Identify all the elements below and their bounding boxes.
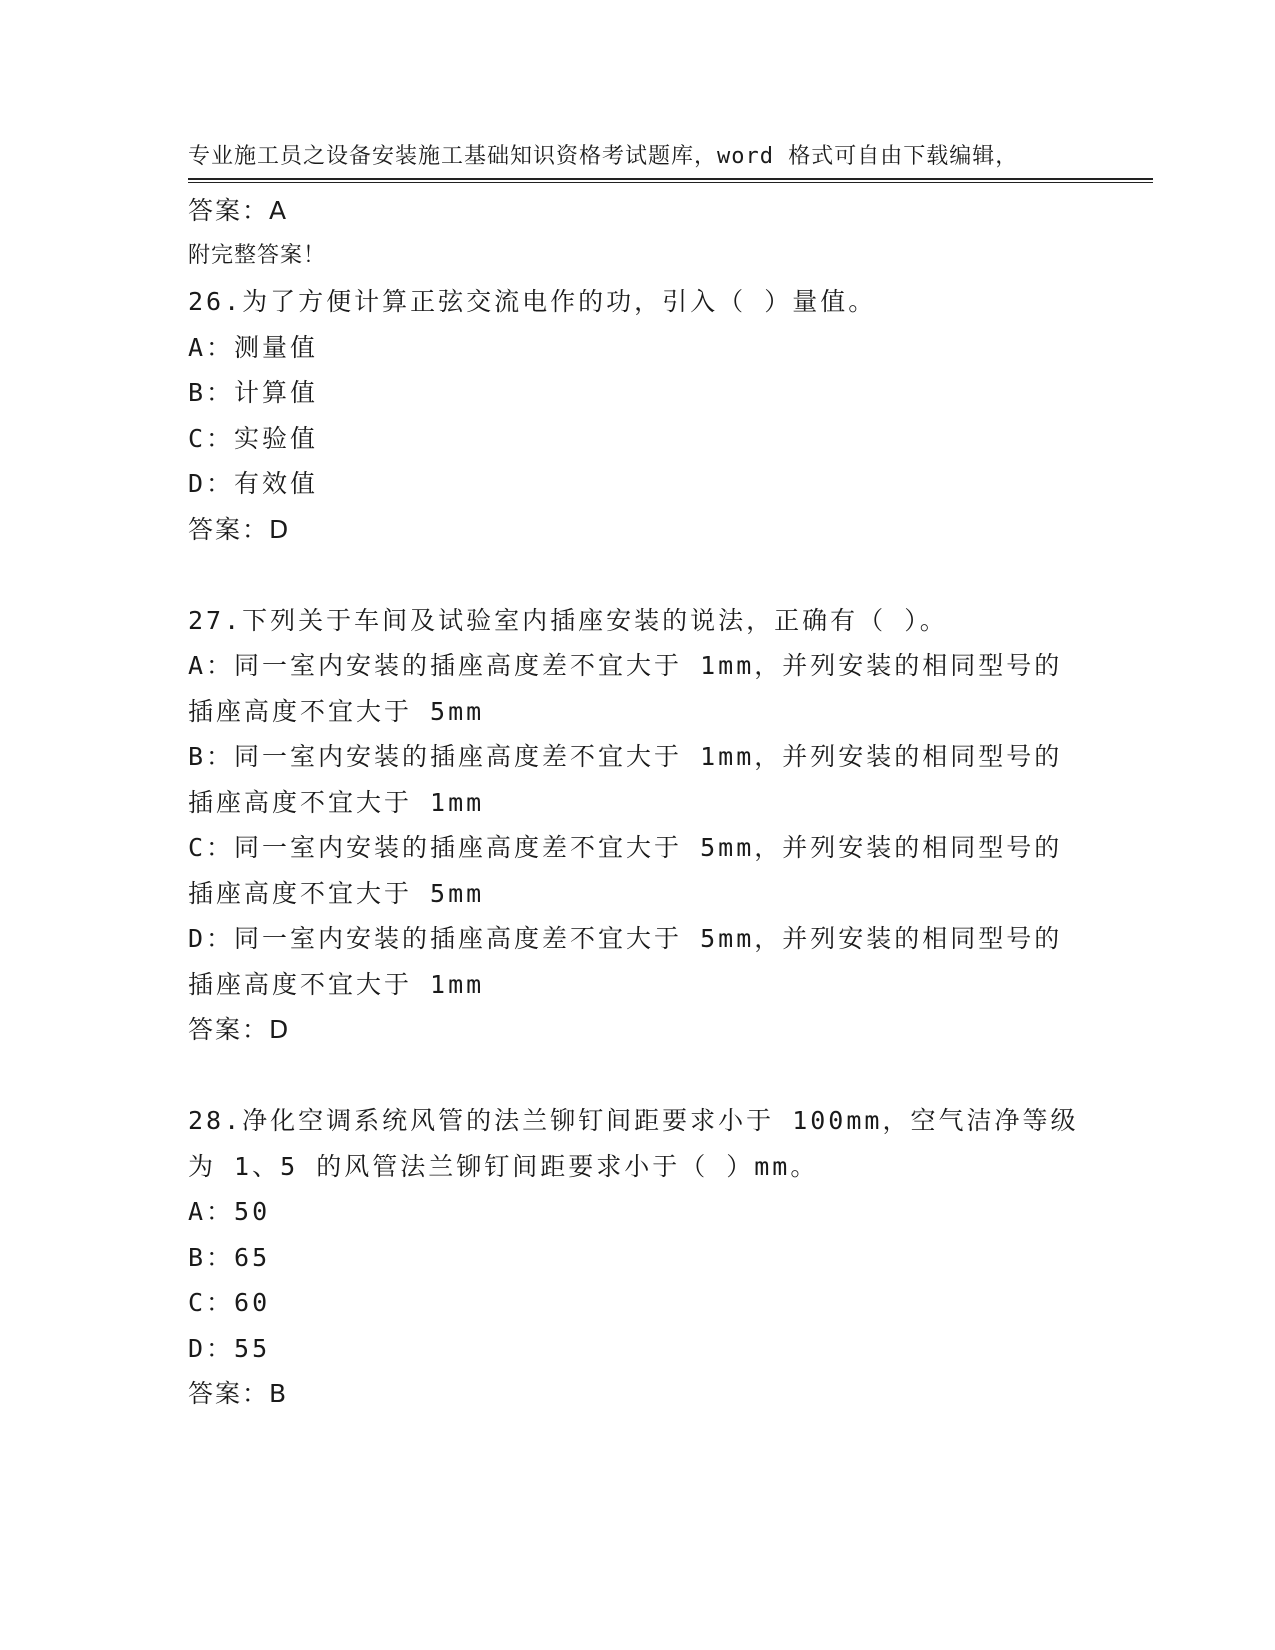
answer-line: 答案：B xyxy=(188,1379,289,1408)
question-list xyxy=(188,188,1088,1417)
header-divider xyxy=(188,178,1153,183)
option-a-continued: 插座高度不宜大于 5mm xyxy=(188,696,485,726)
answer-line: 答案：D xyxy=(188,1015,291,1044)
question-stem-continued: 为 1、5 的风管法兰铆钉间距要求小于（ ）mm。 xyxy=(188,1151,819,1181)
option-d: D：55 xyxy=(188,1333,271,1363)
question-block xyxy=(188,1098,1088,1417)
option-c: C：同一室内安装的插座高度差不宜大于 5mm，并列安装的相同型号的 xyxy=(188,833,1063,862)
option-a: A：50 xyxy=(188,1197,271,1226)
option-b: B：同一室内安装的插座高度差不宜大于 1mm，并列安装的相同型号的 xyxy=(188,742,1063,771)
question-stem: 26.为了方便计算正弦交流电作的功，引入（ ）量值。 xyxy=(188,287,877,316)
question-block xyxy=(188,598,1088,1053)
option-a: A：同一室内安装的插座高度差不宜大于 1mm，并列安装的相同型号的 xyxy=(188,651,1063,680)
question-block xyxy=(188,279,1088,552)
spacer xyxy=(188,1053,1088,1099)
spacer xyxy=(188,552,1088,598)
option-b: B：65 xyxy=(188,1242,271,1272)
option-d-continued: 插座高度不宜大于 1mm xyxy=(188,969,485,999)
previous-answer: 答案：A xyxy=(188,196,289,225)
answer-line: 答案：D xyxy=(188,514,291,544)
option-a: A：测量值 xyxy=(188,332,319,362)
option-d: D：同一室内安装的插座高度差不宜大于 5mm，并列安装的相同型号的 xyxy=(188,924,1063,953)
header-line: 专业施工员之设备安装施工基础知识资格考试题库，word 格式可自由下载编辑， xyxy=(188,144,1019,169)
question-stem: 28.净化空调系统风管的法兰铆钉间距要求小于 100mm，空气洁净等级 xyxy=(188,1106,1079,1135)
option-b-continued: 插座高度不宜大于 1mm xyxy=(188,787,485,817)
option-c: C：实验值 xyxy=(188,423,319,453)
header-line: 附完整答案！ xyxy=(188,243,327,268)
option-c: C：60 xyxy=(188,1288,271,1317)
option-d: D：有效值 xyxy=(188,469,319,498)
option-c-continued: 插座高度不宜大于 5mm xyxy=(188,878,485,908)
question-stem: 27.下列关于车间及试验室内插座安装的说法，正确有（ ）。 xyxy=(188,605,948,635)
option-b: B：计算值 xyxy=(188,378,319,407)
spacer xyxy=(188,234,1088,280)
